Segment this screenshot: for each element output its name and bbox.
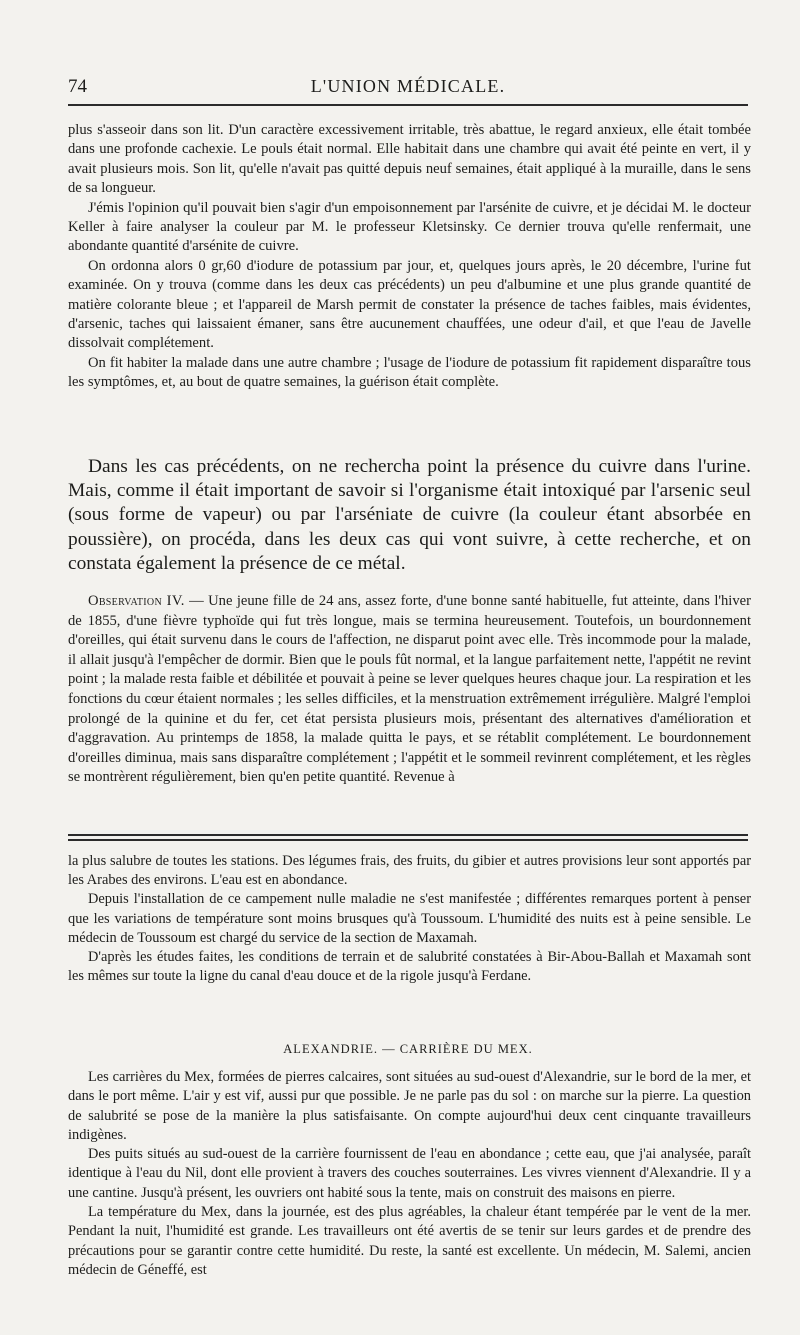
separator-rule xyxy=(68,834,748,841)
large-paragraph xyxy=(68,455,751,576)
paragraph: J'émis l'opinion qu'il pouvait bien s'agir d'un empoisonnement par l'arsénite de cuivre, et je décidai M. le docteur Keller à faire analyser la couleur par M. le professeur Kletsinsky. Ce dernier trouva qu'elle renfermait, une abondante quantité d'arsénite de cuivre. xyxy=(68,199,751,255)
alexandrie-section xyxy=(68,1068,751,1280)
paragraph: la plus salubre de toutes les stations. Des légumes frais, des fruits, du gibier et autres provisions leur sont apportés par les Arabes des environs. L'eau est en abondance. xyxy=(68,853,751,889)
paragraph: On fit habiter la malade dans une autre chambre ; l'usage de l'iodure de potassium fit rapidement disparaître tous les symptômes, et, au bout de quatre semaines, la guérison était complète. xyxy=(68,354,751,391)
paragraph: plus s'asseoir dans son lit. D'un caractère excessivement irritable, très abattue, le regard anxieux, elle était tombée dans une profonde cachexie. Le pouls était normal. Elle habitait dans une chambre qui avait été peinte en vert, il y avait plusieurs mois. Son lit, qu'elle n'avait pas quitté depuis neuf semaines, était appliqué à la muraille, dans le sens de sa longueur. xyxy=(68,122,751,197)
case-continuation xyxy=(68,121,751,393)
paragraph: Les carrières du Mex, formées de pierres calcaires, sont situées au sud-ouest d'Alexandrie, sur le bord de la mer, et dans le port même. L'air y est vif, aussi pur que possible. Je ne parle pas du sol : on marche sur la pierre. La question de salubrité se pose de la manière la plus satisfaisante. On compte aujourd'hui deux cent cinquante travailleurs indigènes. xyxy=(68,1069,751,1143)
paragraph: Dans les cas précédents, on ne rechercha point la présence du cuivre dans l'urine. Mais, comme il était important de savoir si l'organisme était intoxiqué par l'arsenic seul (sous forme de vapeur) ou par l'arséniate de cuivre (la couleur étant absorbée en poussière), on procéda, dans les deux cas qui vont suivre, à cette recherche, et on constata également la présence de ce métal. xyxy=(68,456,751,574)
header-rule xyxy=(68,104,748,106)
paragraph xyxy=(68,592,751,788)
paragraph: La température du Mex, dans la journée, est des plus agréables, la chaleur étant tempérée par le vent de la mer. Pendant la nuit, l'humidité est grande. Les travailleurs ont été avertis de se tenir sur leurs gardes et de prendre des précautions pour se garantir contre cette humidité. Du reste, la santé est excellente. Un médecin, M. Salemi, ancien médecin de Géneffé, est xyxy=(68,1204,751,1278)
running-title: L'UNION MÉDICALE. xyxy=(310,76,506,96)
section-heading: ALEXANDRIE. — CARRIÈRE DU MEX. xyxy=(283,1042,533,1056)
paragraph: Depuis l'installation de ce campement nulle maladie ne s'est manifestée ; différentes remarques portent à penser que les variations de température sont moins brusques qu'à Toussoum. L'humidité des nuits est à peine sensible. Le médecin de Toussoum est chargé du service de la section de Maxamah. xyxy=(68,891,751,946)
page-number: 74 xyxy=(68,76,87,97)
paragraph: On ordonna alors 0 gr,60 d'iodure de potassium par jour, et, quelques jours après, le 20 décembre, l'urine fut examinée. On y trouva (comme dans les deux cas précédents) un peu d'albumine et une plus grande quantité de matière colorante bleue ; et l'appareil de Marsh permit de constater la présence de taches faibles, mais évidentes, d'arsenic, taches qui laissaient émaner, sans être aucunement chauffées, une odeur d'ail, et que l'eau de Javelle dissolvait complétement. xyxy=(68,257,751,352)
observation-iv xyxy=(68,592,751,788)
paragraph: Des puits situés au sud-ouest de la carrière fournissent de l'eau en abondance ; cette eau, que j'ai analysée, paraît identique à l'eau du Nil, dont elle provient à travers des couches souterraines. Les vivres viennent d'Alexandrie. Il y a une cantine. Jusqu'à présent, les ouvriers ont habité sous la tente, mais on construit des maisons en pierre. xyxy=(68,1146,751,1201)
paragraph: D'après les études faites, les conditions de terrain et de salubrité constatées à Bir-Abou-Ballah et Maxamah sont les mêmes sur toute la ligne du canal d'eau douce et de la rigole jusqu'à Ferdane. xyxy=(68,949,751,985)
page-header xyxy=(68,70,748,100)
observation-text: — Une jeune fille de 24 ans, assez forte, d'une bonne santé habituelle, fut atteinte, dans l'hiver de 1855, d'une fièvre typhoïde qui fut très longue, mais se termina heureusement. Toutefois, un bourdonnement d'oreilles, qui était survenu dans le cours de l'affection, ne disparut point avec elle. Très incommode pour la malade, il allait jusqu'à l'empêcher de dormir. Bien que le pouls fût normal, et la langue parfaitement nette, l'appétit ne revint point ; la malade resta faible et débilitée et pouvait à peine se lever quelques heures chaque jour. La respiration et les fonctions du cœur étaient normales ; les selles difficiles, et la menstruation extrêmement irrégulière. Malgré l'emploi prolongé de la quinine et du fer, cet état persista plusieurs mois, présentant des alternatives d'amélioration et d'aggravation. Au printemps de 1858, la malade quitta le pays, et se rétablit complétement. Le bourdonnement d'oreilles diminua, mais sans disparaître complétement ; l'appétit et le sommeil revinrent complétement, et les règles se montrèrent régulièrement, bien qu'en petite quantité. Revenue à xyxy=(68,593,751,786)
feuilleton-text xyxy=(68,852,751,986)
observation-label: Observation IV. xyxy=(88,593,185,609)
